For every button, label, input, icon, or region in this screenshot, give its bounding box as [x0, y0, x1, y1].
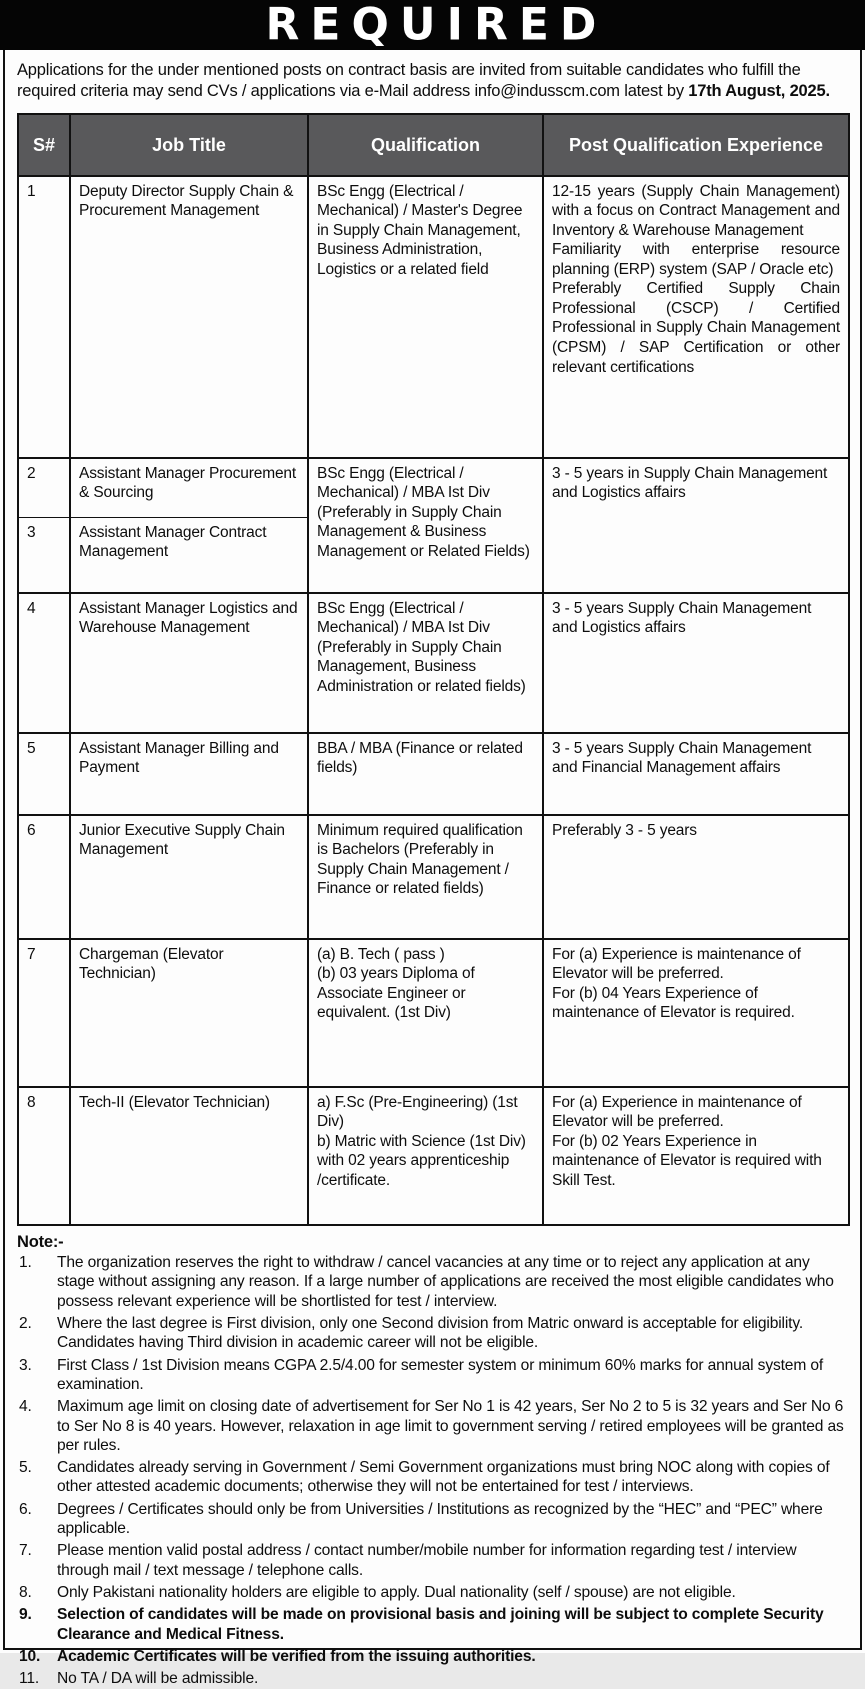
intro-text: Applications for the under mentioned posts on contract basis are invited from suitable candidates who fulfill the required criteria may send CVs / applications via e-Mail address info@indusscm.com latest by	[17, 61, 801, 101]
cell-qualification	[308, 176, 543, 458]
experience-text: 3 - 5 years Supply Chain Management and Logistics affairs	[552, 599, 812, 637]
note-item	[17, 1647, 848, 1666]
cell-sno: 5	[18, 733, 70, 815]
cell-sno: 3	[18, 517, 70, 593]
cell-job-title: Deputy Director Supply Chain & Procurement Management	[70, 176, 308, 458]
note-number: 1.	[19, 1253, 32, 1271]
note-text: Academic Certificates will be verified from the issuing authorities.	[57, 1648, 536, 1666]
header-qualification: Qualification	[308, 114, 543, 176]
experience-text: Familiarity with enterprise resource planning (ERP) system (SAP / Oracle etc)	[552, 241, 840, 278]
cell-sno: 4	[18, 593, 70, 733]
note-number: 6.	[19, 1500, 32, 1518]
note-item	[17, 1541, 848, 1580]
cell-qualification	[308, 939, 543, 1087]
jobs-table	[17, 113, 850, 1226]
banner-title: REQUIRED	[265, 0, 608, 51]
cell-experience	[543, 939, 849, 1087]
experience-text: Preferably 3 - 5 years	[552, 821, 697, 839]
cell-experience	[543, 1087, 849, 1225]
experience-text: For (a) Experience is maintenance of Elevator will be preferred.	[552, 945, 801, 983]
header-banner	[0, 0, 865, 50]
cell-sno: 1	[18, 176, 70, 458]
qualification-text: Minimum required qualification is Bachelors (Preferably in Supply Chain Management / Finance or related fields)	[317, 821, 523, 898]
note-number: 5.	[19, 1459, 32, 1477]
notes-heading: Note:-	[17, 1232, 64, 1251]
cell-experience	[543, 733, 849, 815]
cell-job-title: Assistant Manager Contract Management	[70, 517, 308, 593]
cell-sno: 7	[18, 939, 70, 1087]
table-row	[18, 1087, 849, 1225]
note-item	[17, 1314, 848, 1353]
note-text: No TA / DA will be admissible.	[57, 1670, 259, 1688]
cell-job-title: Chargeman (Elevator Technician)	[70, 939, 308, 1087]
ad-frame	[3, 50, 862, 1688]
note-item	[17, 1669, 848, 1688]
intro-paragraph	[5, 50, 860, 111]
qualification-text: b) Matric with Science (1st Div) with 02 years apprenticeship /certificate.	[317, 1132, 526, 1189]
note-number: 3.	[19, 1356, 32, 1374]
note-item	[17, 1356, 848, 1395]
cell-qualification	[308, 815, 543, 939]
qualification-text: a) F.Sc (Pre-Engineering) (1st Div)	[317, 1093, 518, 1131]
note-text: First Class / 1st Division means CGPA 2.5/4.00 for semester system or minimum 60% marks for annual system of examination.	[57, 1356, 824, 1393]
experience-text: 3 - 5 years in Supply Chain Management and Logistics affairs	[552, 464, 828, 502]
note-number: 8.	[19, 1584, 32, 1602]
table-row	[18, 458, 849, 518]
cell-qualification	[308, 1087, 543, 1225]
qualification-text: BSc Engg (Electrical / Mechanical) / MBA Ist Div (Preferably in Supply Chain Management & Business Management or Related Fields)	[317, 464, 530, 560]
experience-text: 3 - 5 years Supply Chain Management and Financial Management affairs	[552, 739, 812, 777]
cell-experience	[543, 458, 849, 593]
cell-job-title: Assistant Manager Procurement & Sourcing	[70, 458, 308, 518]
cell-job-title: Assistant Manager Billing and Payment	[70, 733, 308, 815]
note-item	[17, 1500, 848, 1539]
cell-sno: 8	[18, 1087, 70, 1225]
table-row	[18, 733, 849, 815]
cell-experience	[543, 815, 849, 939]
table-row	[18, 176, 849, 458]
intro-deadline: 17th August, 2025.	[688, 82, 830, 101]
note-text: Candidates already serving in Government / Semi Government organizations must bring NOC along with copies of other attested academic documents; otherwise they will not be entertained for test / interviews.	[57, 1459, 830, 1496]
experience-text: For (b) 02 Years Experience in maintenance of Elevator is required with Skill Test.	[552, 1132, 822, 1189]
qualification-text: (a) B. Tech ( pass )	[317, 945, 445, 963]
qualification-text: BSc Engg (Electrical / Mechanical) / MBA Ist Div (Preferably in Supply Chain Management, Business Administration or related fields)	[317, 599, 526, 695]
note-item	[17, 1605, 848, 1644]
cell-sno: 2	[18, 458, 70, 518]
note-number: 10.	[19, 1648, 41, 1666]
note-number: 9.	[19, 1606, 32, 1624]
experience-text: 12-15 years (Supply Chain Management) with a focus on Contract Management and Inventory & Warehouse Management	[552, 182, 840, 239]
note-text: Where the last degree is First division, only one Second division from Matric onward is acceptable for eligibility. Candidates having Third division in academic career will not be eligible.	[57, 1314, 804, 1352]
cell-job-title: Tech-II (Elevator Technician)	[70, 1087, 308, 1225]
note-text: Only Pakistani nationality holders are eligible to apply. Dual nationality (self / spouse) are not eligible.	[57, 1584, 736, 1602]
note-number: 4.	[19, 1398, 32, 1416]
header-sno: S#	[18, 114, 70, 176]
note-text: The organization reserves the right to withdraw / cancel vacancies at any time or to reject any application at any stage without assigning any reason. If a large number of applications are received the most eligible candidates who possess relevant experience will be shortlisted for test / interview.	[57, 1253, 834, 1310]
experience-text: Preferably Certified Supply Chain Professional (CSCP) / Certified Professional in Supply Chain Management (CPSM) / SAP Certification or other relevant certifications	[552, 280, 840, 376]
table-header-row	[18, 114, 849, 176]
table-row	[18, 939, 849, 1087]
note-text: Selection of candidates will be made on provisional basis and joining will be subject to complete Security Clearance and Medical Fitness.	[57, 1606, 824, 1643]
note-item	[17, 1583, 848, 1602]
experience-text: For (b) 04 Years Experience of maintenance of Elevator is required.	[552, 984, 795, 1022]
cell-sno: 6	[18, 815, 70, 939]
experience-text: For (a) Experience in maintenance of Elevator will be preferred.	[552, 1093, 802, 1131]
note-text: Maximum age limit on closing date of advertisement for Ser No 1 is 42 years, Ser No 2 to 5 is 32 years and Ser No 6 to Ser No 8 is 40 years. However, relaxation in age limit to government serving / retired employees will be granted as per rules.	[57, 1398, 844, 1454]
cell-experience	[543, 593, 849, 733]
qualification-text: BBA / MBA (Finance or related fields)	[317, 739, 523, 777]
cell-job-title: Junior Executive Supply Chain Management	[70, 815, 308, 939]
note-text: Degrees / Certificates should only be from Universities / Institutions as recognized by the “HEC” and “PEC” where applicable.	[57, 1500, 823, 1538]
notes-section	[17, 1233, 848, 1689]
cell-qualification	[308, 733, 543, 815]
table-row	[18, 593, 849, 733]
note-text: Please mention valid postal address / contact number/mobile number for information regarding test / interview through mail / text message / telephone calls.	[57, 1542, 797, 1579]
note-number: 11.	[19, 1670, 40, 1688]
cell-experience	[543, 176, 849, 458]
note-item	[17, 1458, 848, 1497]
cell-job-title: Assistant Manager Logistics and Warehouse Management	[70, 593, 308, 733]
qualification-text: BSc Engg (Electrical / Mechanical) / Master's Degree in Supply Chain Management, Business Administration, Logistics or a related field	[317, 182, 523, 278]
header-job-title: Job Title	[70, 114, 308, 176]
note-number: 2.	[19, 1314, 32, 1332]
note-item	[17, 1253, 848, 1311]
cell-qualification	[308, 458, 543, 593]
note-item	[17, 1397, 848, 1455]
qualification-text: (b) 03 years Diploma of Associate Engineer or equivalent. (1st Div)	[317, 965, 475, 1022]
note-number: 7.	[19, 1542, 32, 1560]
table-row	[18, 815, 849, 939]
header-experience: Post Qualification Experience	[543, 114, 849, 176]
cell-qualification	[308, 593, 543, 733]
